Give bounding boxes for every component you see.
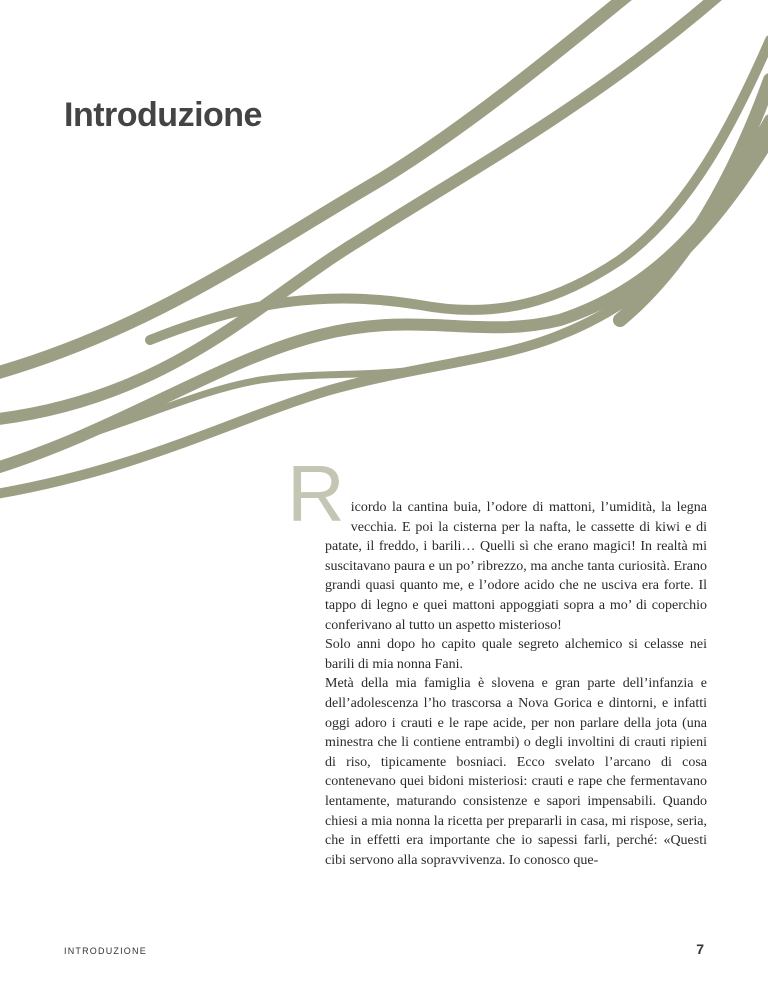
ribbon-stroke-2 [0, 0, 730, 420]
ribbon-stroke-6 [40, 360, 460, 450]
running-head: INTRODUZIONE [64, 946, 147, 956]
paragraph-2: Solo anni dopo ho capito quale segreto alchemico si celasse nei barili di mia nonna Fani. [325, 637, 707, 672]
ribbon-stroke-5 [0, 140, 768, 495]
paragraph-3: Metà della mia famiglia è slovena e gran parte dell’infanzia e dell’adolescenza l’ho trascorsa a Nova Gorica e dintorni, e infatti oggi adoro i crauti e le rape acide, per non parlare della jota (una minestra che li contiene entrambi) o degli involtini di crauti ripieni di riso, tipicamente bosniaci. Ecco svelato l’arcano di cosa contenevano quei bidoni misteriosi: crauti e rape che fermentavano lentamente, maturando consistenze e sapori impensabili. Quando chiesi a mia nonna la ricetta per prepararli in casa, mi rispose, seria, che in effetti era importante che io sapessi farli, perché: «Questi cibi servono alla sopravvivenza. Io conosco que- [325, 676, 707, 868]
ribbon-stroke-3 [150, 40, 768, 340]
drop-cap: R [287, 449, 345, 538]
intro-body-text [287, 449, 707, 870]
chapter-title: Introduzione [64, 96, 262, 134]
page-number: 7 [696, 941, 704, 957]
paragraph-1 [287, 449, 707, 635]
paragraph-1-text: icordo la cantina buia, l’odore di mattoni, l’umidità, la legna vecchia. E poi la cisterna per la nafta, le cassette di kiwi e di patate, il freddo, i barili… Quelli sì che erano magici! In realtà mi suscitavano paura e un po’ ribrezzo, ma anche tanta curiosità. Erano grandi quasi quanto me, e l’odore acido che ne usciva era forte. Il tappo di legno e quei mattoni appoggiati sopra a mo’ di coperchio conferivano al tutto un aspetto misterioso! [325, 500, 707, 633]
